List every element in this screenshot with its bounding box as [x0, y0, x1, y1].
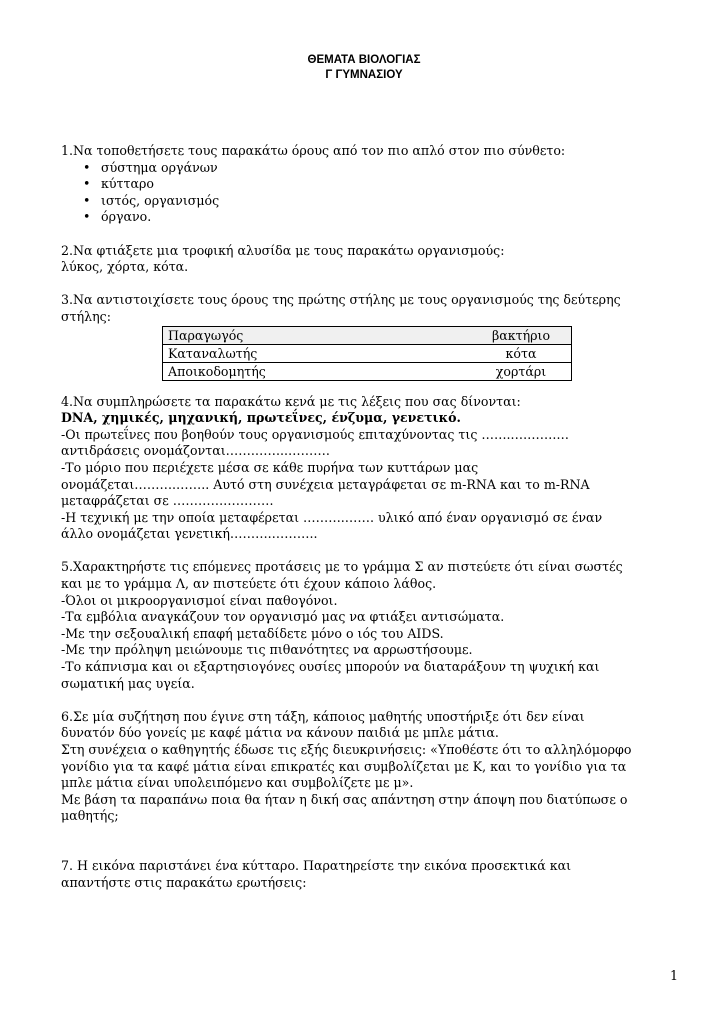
list-item-text: ιστός, οργανισμός: [101, 192, 220, 208]
q2-line: 2.Να φτιάξετε μια τροφική αλυσίδα με τους παρακάτω οργανισμούς:: [61, 242, 505, 258]
q5-statement: -Με την πρόληψη μειώνουμε τις πιθανότητες να αρρωστήσουμε.: [61, 642, 473, 658]
q4-word-bank: DNA, χημικές, μηχανική, πρωτεΐνες, ένζυμα, γενετικό.: [61, 410, 461, 426]
page-number: 1: [669, 968, 678, 983]
q7-line: 7. Η εικόνα παριστάνει ένα κύτταρο. Παρατηρείστε την εικόνα προσεκτικά και: [61, 858, 572, 874]
q3-line: 3.Να αντιστοιχίσετε τους όρους της πρώτης στήλης με τους οργανισμούς της δεύτερης: [61, 292, 621, 308]
q4-line: -Οι πρωτεΐνες που βοηθούν τους οργανισμούς επιταχύνοντας τις ……..……….…: [61, 426, 569, 442]
q3-line: στήλης:: [61, 308, 111, 324]
q6-line: Με βάση τα παραπάνω ποια θα ήταν η δική σας απάντηση στην άποψη που διατύπωσε ο: [61, 791, 628, 807]
q5-line: 5.Χαρακτηρήστε τις επόμενες προτάσεις με το γράμμα Σ αν πιστεύετε ότι είναι σωστές: [61, 559, 623, 575]
table-row: [163, 326, 572, 344]
q4-line: 4.Να συμπληρώσετε τα παρακάτω κενά με τις λέξεις που σας δίνονται:: [61, 393, 521, 409]
q4-line: αντιδράσεις ονομάζονται…….……..……….: [61, 443, 330, 459]
term-cell: Παραγωγός: [163, 326, 472, 344]
q4-line: άλλο ονομάζεται γενετική……….………..: [61, 526, 318, 542]
list-item: [61, 176, 691, 193]
organism-cell: κότα: [471, 344, 572, 362]
q4-line: -Το μόριο που περιέχετε μέσα σε κάθε πυρήνα των κυττάρων μας: [61, 459, 479, 475]
organism-cell: βακτήριο: [471, 326, 572, 344]
q4-line: μεταφράζεται σε ……………………: [61, 493, 274, 509]
matching-table: [162, 326, 572, 381]
q5-line: σωματική μας υγεία.: [61, 675, 195, 691]
q6-line: δυνατόν δύο γονείς με καφέ μάτια να κάνουν παιδιά με μπλε μάτια.: [61, 725, 499, 741]
list-item-text: κύτταρο: [101, 176, 154, 192]
document-subtitle: Γ ΓΥΜΝΑΣΙΟΥ: [325, 69, 403, 81]
q5-statement: -Τα εμβόλια αναγκάζουν τον οργανισμό μας να φτιάξει αντισώματα.: [61, 609, 505, 625]
q5-statement: -Το κάπνισμα και οι εξαρτησιογόνες ουσίες μπορούν να διαταράξουν τη ψυχική και: [61, 659, 600, 675]
bullet-icon: •: [83, 192, 91, 208]
term-cell: Αποικοδομητής: [163, 362, 472, 380]
organism-cell: χορτάρι: [471, 362, 572, 380]
q5-statement: -Όλοι οι μικροοργανισμοί είναι παθογόνοι.: [61, 592, 338, 608]
document-title: ΘΕΜΑΤΑ ΒΙΟΛΟΓΙΑΣ: [307, 54, 421, 66]
q5-statement: -Με την σεξουαλική επαφή μεταδίδετε μόνο ο ιός του AIDS.: [61, 625, 444, 641]
q2-line: λύκος, χόρτα, κότα.: [61, 259, 189, 275]
term-cell: Καταναλωτής: [163, 344, 472, 362]
q6-line: 6.Σε μία συζήτηση που έγινε στη τάξη, κάποιος μαθητής υποστήριξε ότι δεν είναι: [61, 708, 585, 724]
q1-list: [61, 160, 691, 226]
list-item: [61, 193, 691, 210]
q6-line: Στη συνέχεια ο καθηγητής έδωσε τις εξής διευκρινήσεις: «Υποθέστε ότι το αλληλόμορφο: [61, 742, 632, 757]
q4-line: ονομάζεται……….…….. Αυτό στη συνέχεια μεταγράφεται σε m-RNA και το m-RNA: [61, 476, 590, 492]
bullet-icon: •: [83, 159, 91, 175]
bullet-icon: •: [83, 176, 91, 192]
bullet-icon: •: [83, 209, 91, 225]
q6-line: μπλε μάτια είναι υπολειπόμενο και συμβολίζετε με μ».: [61, 775, 414, 791]
q6-line: μαθητής;: [61, 808, 119, 824]
list-item: [61, 160, 691, 177]
q4-line: -Η τεχνική με την οποία μεταφέρεται ……….……. υλικό από έναν οργανισμό σε έναν: [61, 509, 603, 525]
q5-line: και με το γράμμα Λ, αν πιστεύετε ότι έχουν κάποιο λάθος.: [61, 576, 437, 592]
q6-line: γονίδιο για τα καφέ μάτια είναι επικρατές και συμβολίζεται με Κ, και το γονίδιο για τα: [61, 758, 627, 774]
table-row: [163, 344, 572, 362]
table-row: [163, 362, 572, 380]
list-item-text: σύστημα οργάνων: [101, 159, 218, 175]
list-item: [61, 209, 691, 226]
q7-line: απαντήστε στις παρακάτω ερωτήσεις:: [61, 874, 307, 890]
list-item-text: όργανο.: [101, 209, 152, 225]
document-body: [61, 143, 691, 891]
q1-text: 1.Να τοποθετήσετε τους παρακάτω όρους από τον πιο απλό στον πιο σύνθετο:: [61, 143, 566, 158]
